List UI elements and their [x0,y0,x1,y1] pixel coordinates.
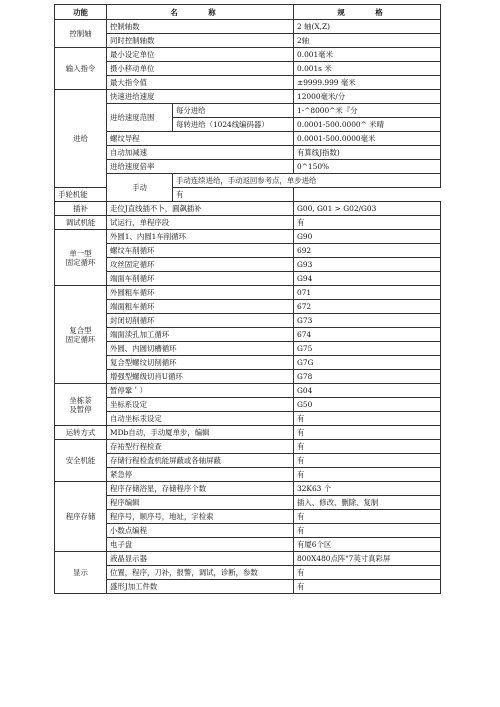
item-name: 端面粗车循环 [107,300,294,314]
item-spec: 有 [294,454,441,468]
item-spec: 0.001毫米 [294,48,441,62]
category-cell: 安全机能 [55,440,107,482]
item-name: 试运行，单程序段 [107,216,294,230]
item-name: 盛形J加工件数 [107,580,294,594]
item-name: 螺纹车削循环 [107,244,294,258]
category-cell: 手动 [107,174,173,202]
category-cell: 输入指令 [55,48,107,90]
item-name: 程序号，顺序号，地址，字检索 [107,510,294,524]
spec-table [54,4,441,594]
item-spec: 0.001s 米 [294,62,441,76]
table-row [55,552,441,566]
item-name: 外圆、内圆切槽循环 [107,342,294,356]
item-spec: 有 [294,468,441,482]
item-spec: G93 [294,258,441,272]
item-name: 端面车削循环 [107,272,294,286]
item-name: 复合型螺纹切削循环 [107,356,294,370]
item-name: 存祐型行程检查 [107,440,294,454]
item-name: 最小设定单位 [107,48,294,62]
item-name: 程序编辑 [107,496,294,510]
item-spec: G78 [294,370,441,384]
table-row [55,216,441,230]
category-cell: 进给 [55,90,107,188]
table-row [55,356,441,370]
table-row [55,384,441,398]
table-row [55,566,441,580]
item-spec: 32K63 个 [294,482,441,496]
table-row [55,146,441,160]
item-name: 最大指令值 [107,76,294,90]
item-spec: 2轴 [294,34,441,48]
item-name: 自动加减速 [107,146,294,160]
item-spec: 有 [294,566,441,580]
sub-item-name: 每转进给（1024线编码器） [173,118,294,132]
item-spec: G90 [294,230,441,244]
item-spec: 有算线J指数) [294,146,441,160]
table-row [55,258,441,272]
item-spec: 071 [294,286,441,300]
item-name: 攻丝固定循环 [107,258,294,272]
item-spec: 672 [294,300,441,314]
item-spec: 692 [294,244,441,258]
item-name: 电子盘 [107,538,294,552]
item-name: 手轮机能 [55,188,173,202]
item-spec: G7G [294,356,441,370]
item-name: 进给速度倍率 [107,160,294,174]
table-row [55,314,441,328]
item-name: 摄小移动单位 [107,62,294,76]
item-spec: G94 [294,272,441,286]
item-name: 液晶显示器 [107,552,294,566]
table-row [55,230,441,244]
table-row [55,20,441,34]
table-row [55,300,441,314]
table-row [55,34,441,48]
item-spec: 有 [294,216,441,230]
table-row [55,538,441,552]
table-row [55,510,441,524]
table-row [55,160,441,174]
item-name: 走位J直线插不卜，圓飙插补 [107,202,294,216]
header-row [55,5,441,20]
item-name: 快速进给速度 [107,90,294,104]
table-row [55,482,441,496]
item-spec: 0.0001-500.0000^ 米晴 [294,118,441,132]
sub-item-name: 每分进给 [173,104,294,118]
table-row [55,370,441,384]
table-row [55,76,441,90]
item-name: 手动连续进给，手动返回参考点，单步进给 [173,174,441,188]
item-name: 暂停鞏＇） [107,384,294,398]
header-spec: 规 格 [294,5,441,20]
table-row [55,468,441,482]
header-function: 功能 [55,5,107,20]
item-spec: 有 [294,412,441,426]
item-name: 螺纹导程 [107,132,294,146]
item-name: MDb自动，手动厦单步，编辑 [107,426,294,440]
item-spec: 有 [294,426,441,440]
category-cell: 坐栋荼 及暂停 [55,384,107,426]
item-name: 端面渎孔加工循环 [107,328,294,342]
category-cell: 程序存储 [55,482,107,552]
item-spec: 0.0001-500.0000毫米 [294,132,441,146]
table-row [55,272,441,286]
item-name: 小数点编程 [107,524,294,538]
item-name: 封闭切削循环 [107,314,294,328]
table-row [55,524,441,538]
item-spec: 2 轴(X,Z) [294,20,441,34]
table-row [55,90,441,104]
item-name: 紧急停 [107,468,294,482]
item-name: 程序存储浴星，存储程序个数 [107,482,294,496]
item-name: 位置，程序，刀补，报警，调试，诊断，参数 [107,566,294,580]
table-row [55,454,441,468]
item-spec: 有 [294,580,441,594]
spec-table-container [54,4,440,594]
item-spec: G73 [294,314,441,328]
category-cell: 插补 [55,202,107,216]
item-spec: G00, G01 > G02/G03 [294,202,441,216]
table-row [55,286,441,300]
item-name: 坐标系设定 [107,398,294,412]
item-spec: 674 [294,328,441,342]
item-spec: 800X480点阵"7英寸真彩屏 [294,552,441,566]
item-spec: 插入、修改、删除、复制 [294,496,441,510]
item-spec: 有 [294,440,441,454]
table-row [55,328,441,342]
header-name: 名 称 [107,5,294,20]
table-row [55,48,441,62]
table-row [55,412,441,426]
item-spec: ±9999.999 毫米 [294,76,441,90]
table-row [55,496,441,510]
category-cell: 控制轴 [55,20,107,48]
item-spec: 1-^8000^米『分 [294,104,441,118]
item-spec: 有 [173,188,294,202]
category-cell: 显示 [55,552,107,594]
item-name: 进给速度范围 [107,104,173,132]
item-name: 存储行程检査机能屏蔽或各轴屏蔽 [107,454,294,468]
item-spec: 有厦6个区 [294,538,441,552]
table-row [55,398,441,412]
table-row [55,188,441,202]
item-spec: 有 [294,510,441,524]
item-spec: 有 [294,524,441,538]
item-spec: G50 [294,398,441,412]
category-cell: 复合型 固定循环 [55,286,107,384]
item-name: 自动坐标汞设定 [107,412,294,426]
table-row [55,202,441,216]
item-name: 同时控制轴数 [107,34,294,48]
item-name: 控制轴数 [107,20,294,34]
table-row [55,440,441,454]
category-cell: 调试机能 [55,216,107,230]
table-row [55,132,441,146]
table-row [55,426,441,440]
category-cell: 单一型 固定循环 [55,230,107,286]
category-cell: 运转方式 [55,426,107,440]
table-row [55,62,441,76]
item-spec: G04 [294,384,441,398]
item-spec: G75 [294,342,441,356]
table-row [55,174,441,188]
table-row [55,244,441,258]
table-row [55,580,441,594]
spec-table-body [55,20,441,594]
item-name: 增强型螺级切肖U循环 [107,370,294,384]
table-row [55,342,441,356]
item-spec: 12000毫米/分 [294,90,441,104]
item-name: 外圆1、内圆1车削循环 [107,230,294,244]
item-spec: 0^150% [294,160,441,174]
item-name: 外圆粗车循环 [107,286,294,300]
table-row [55,104,441,118]
